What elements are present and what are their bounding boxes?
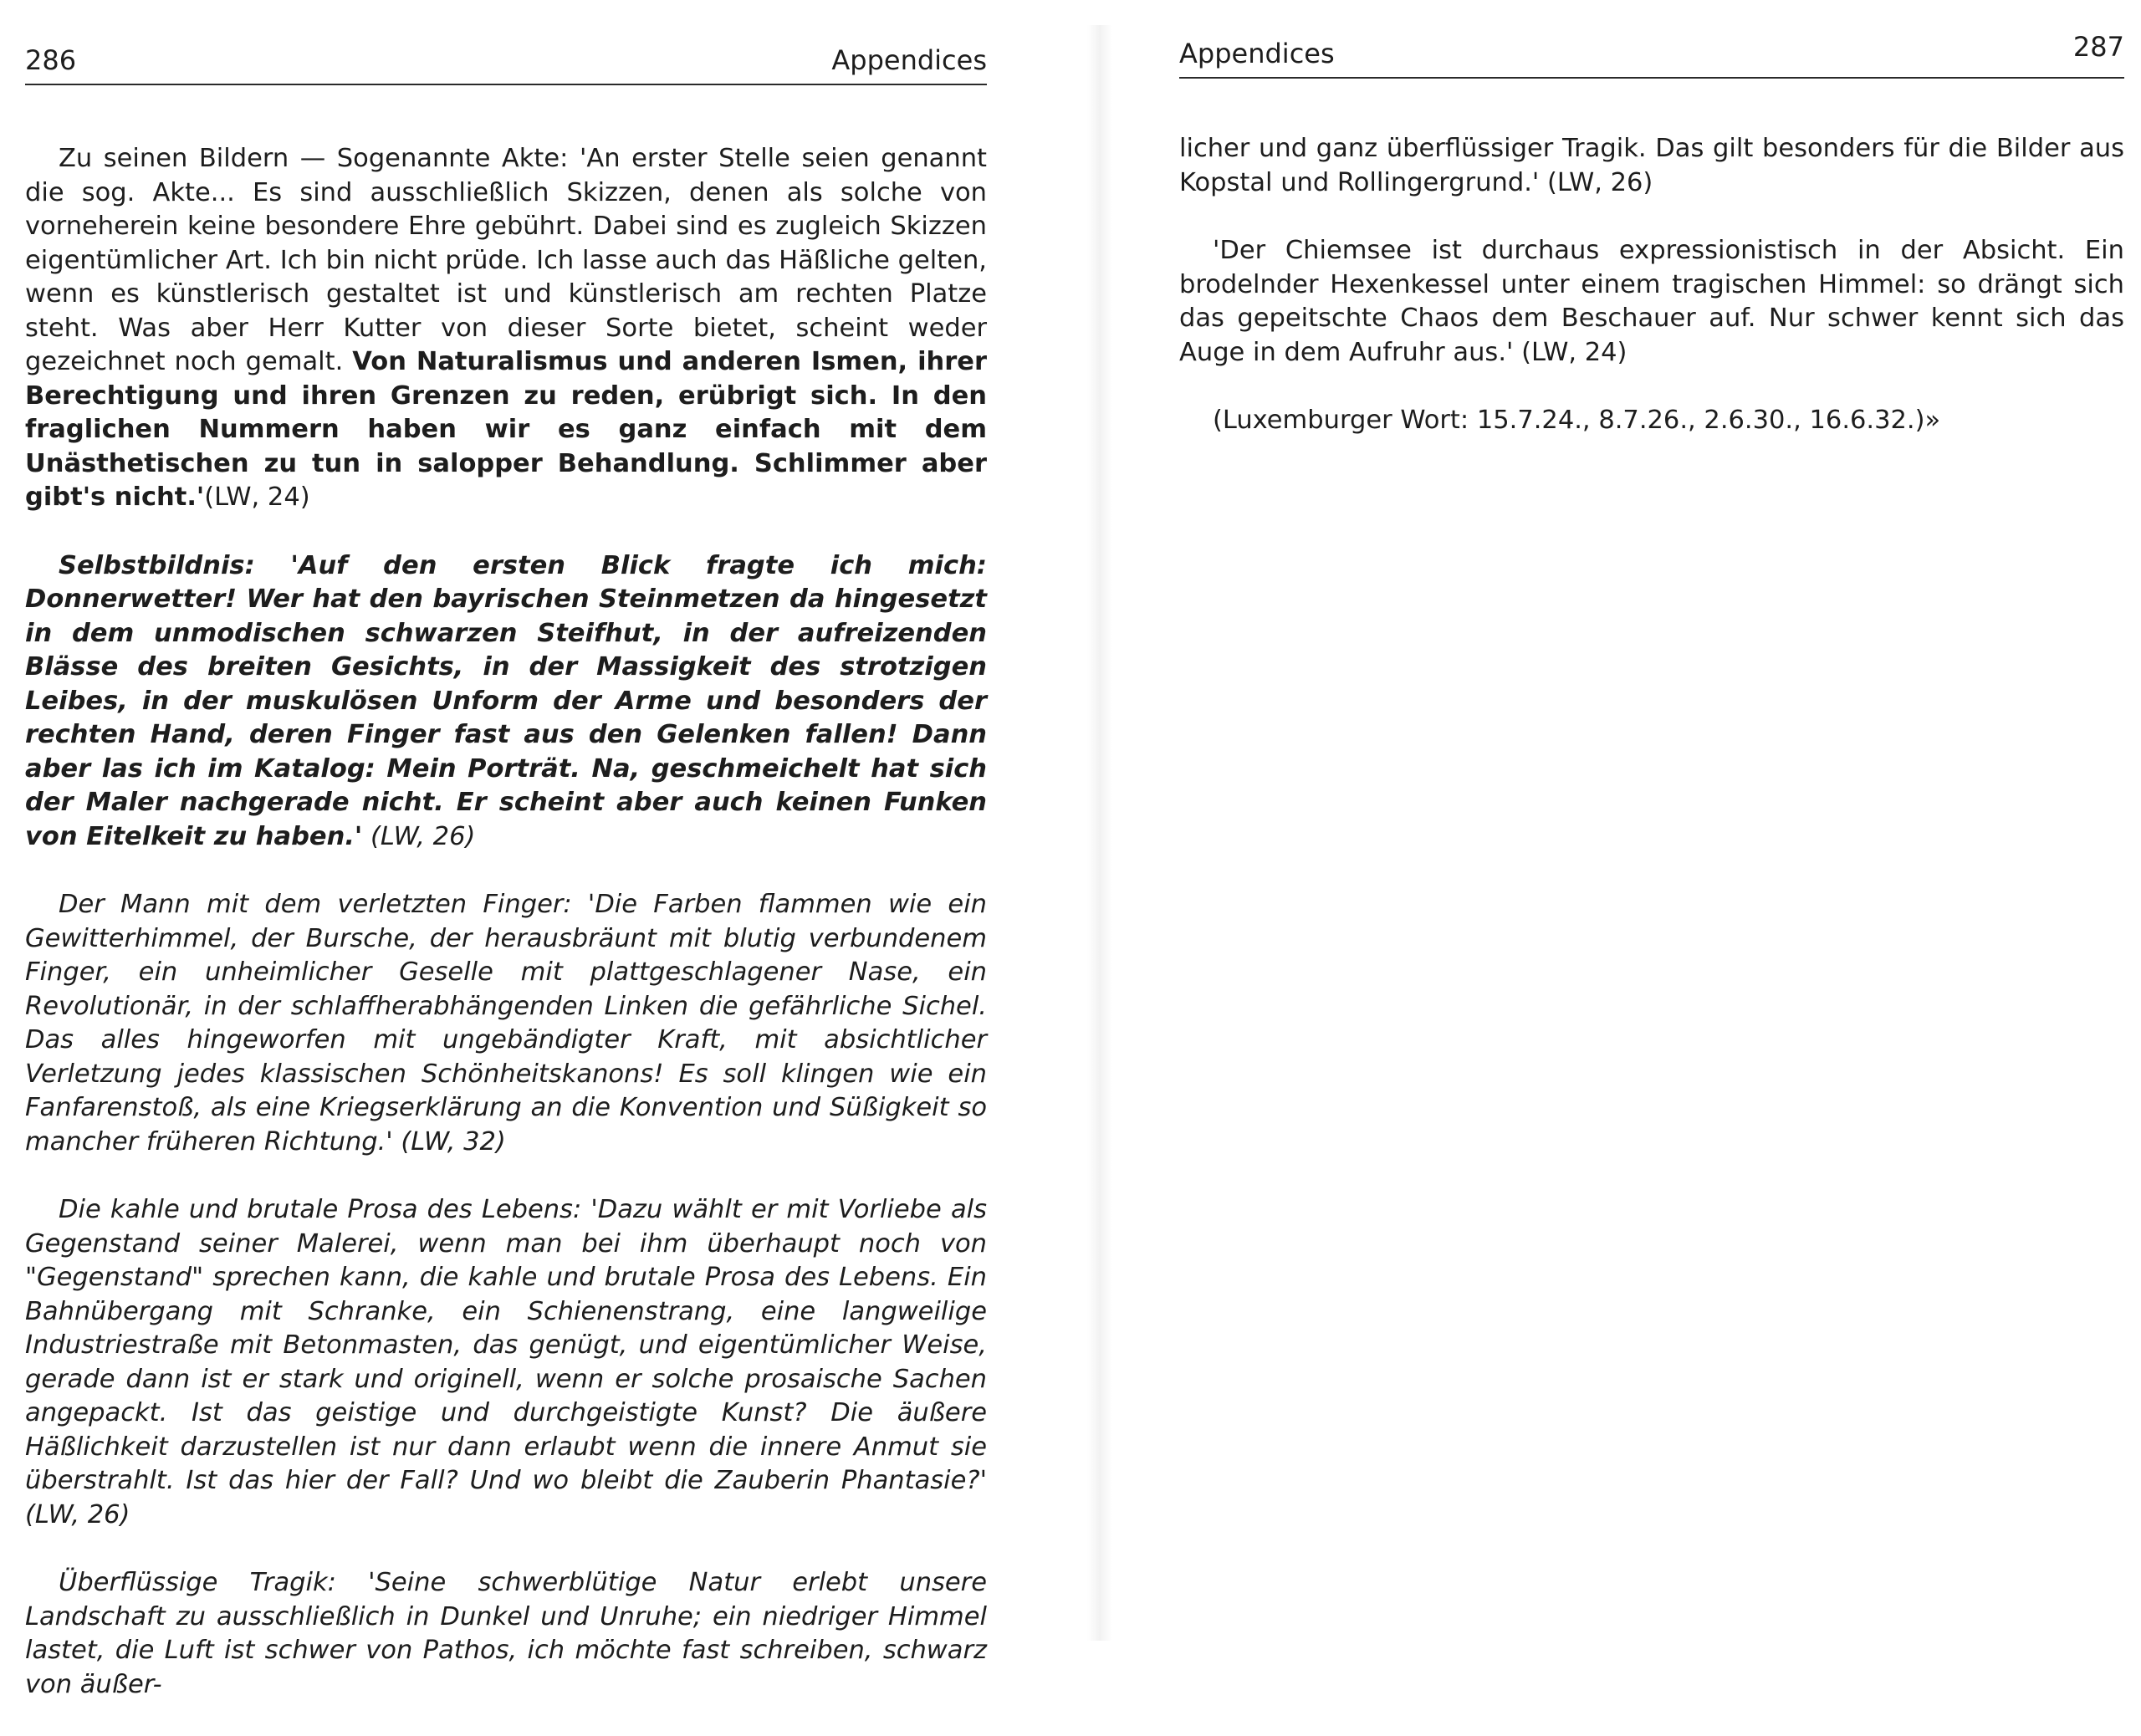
paragraph-continued: licher und ganz überflüssiger Tragik. Das gilt besonders für die Bilder aus Kopstal und Rollingergrund.' (LW, 26) (1179, 134, 2124, 197)
bold-italic-passage: Selbstbildnis: 'Auf den ersten Blick fragte ich mich: Donnerwetter! Wer hat den bayrischen Steinmetzen da hingesetzt in dem unmodischen schwarzen Steifhut, in der aufreizenden Blässe des breiten Gesichts, in der Massigkeit des strotzigen Leibes, in der muskulösen Unform der Arme und besonders der rechten Hand, deren Finger fast aus den Gelenken fallen! Dann aber las ich im Katalog: Mein Porträt. Na, geschmeichelt hat sich der Maler nachgerade nicht. Er scheint aber auch keinen Funken von Eitelkeit zu haben.' (25, 550, 987, 851)
citation: (LW, 26) (362, 821, 476, 851)
body-text (1179, 132, 2124, 472)
running-title: Appendices (831, 44, 987, 76)
paragraph-chiemsee: 'Der Chiemsee ist durchaus expressionistisch in der Absicht. Ein brodelnder Hexenkessel unter einem tragischen Himmel: so drängt sich das gepeitschte Chaos dem Beschauer auf. Nur schwer kennt sich das Auge in dem Aufruhr aus.' (LW, 24) (1179, 236, 2124, 367)
bold-passage: Von Naturalismus und anderen Ismen, ihrer Berechtigung und ihren Grenzen zu reden, erübrigt sich. In den fraglichen Nummern haben wir es ganz einfach mit dem Unästhetischen zu tun in salopper Behandlung. Schlimmer aber gibt's nicht.' (25, 347, 987, 512)
paragraph-verletzter-finger: Der Mann mit dem verletzten Finger: 'Die Farben flammen wie ein Gewitterhimmel, der Bursche, der herausbräunt mit blutig verbundenem Finger, ein unheimlicher Geselle mit plattgeschlagener Nase, ein Revolutionär, in der schlaffherabhängenden Linken die gefährliche Sichel. Das alles hingeworfen mit ungebändigter Kraft, mit absichtlicher Verletzung jedes klassischen Schönheitskanons! Es soll klingen wie ein Fanfarenstoß, als eine Kriegserklärung an die Konvention und Süßigkeit so mancher früheren Richtung.' (LW, 32) (25, 890, 987, 1156)
page-number: 286 (25, 44, 77, 76)
paragraph-selbstbildnis (25, 549, 987, 855)
paragraph-akte (25, 142, 987, 515)
running-title: Appendices (1179, 38, 1335, 69)
body-text (25, 142, 987, 1736)
running-head (1179, 33, 2124, 79)
paragraph-text: Zu seinen Bildern — Sogenannte Akte: 'An erster Stelle seien genannt die sog. Akte... Es sind ausschließlich Skizzen, denen als solche von vorneherein keine besondere Ehre gebührt. Dabei sind es zugleich Skizzen eigentümlicher Art. Ich bin nicht prüde. Ich lasse auch das Häßliche gelten, wenn es künstlerisch gestaltet ist und künstlerisch am rechten Platze steht. Was aber Herr Kutter von dieser Sorte bietet, scheint weder gezeichnet noch gemalt. (25, 144, 987, 376)
paragraph-prosa-des-lebens: Die kahle und brutale Prosa des Lebens: 'Dazu wählt er mit Vorliebe als Gegenstand seiner Malerei, wenn man bei ihm überhaupt noch von "Gegenstand" sprechen kann, die kahle und brutale Prosa des Lebens. Ein Bahnübergang mit Schranke, ein Schienenstrang, eine langweilige Industriestraße mit Betonmasten, das genügt, und eigentümlicher Weise, gerade dann ist er stark und originell, wenn er solche prosaische Sachen angepackt. Ist das geistige und durchgeistigte Kunst? Die äußere Häßlichkeit darzustellen ist nur dann erlaubt wenn die innere Anmut sie überstrahlt. Ist das hier der Fall? Und wo bleibt die Zauberin Phantasie?' (LW, 26) (25, 1195, 987, 1529)
paragraph-tragik: Überflüssige Tragik: 'Seine schwerblütige Natur erlebt unsere Landschaft zu ausschließlich in Dunkel und Unruhe; ein niedriger Himmel lastet, die Luft ist schwer von Pathos, ich möchte fast schreiben, schwarz von äußer- (25, 1568, 987, 1699)
page-number: 287 (2072, 31, 2124, 63)
citation: (LW, 24) (204, 483, 310, 512)
running-head (25, 40, 987, 85)
book-gutter (1087, 25, 1112, 1641)
source-note: (Luxemburger Wort: 15.7.24., 8.7.26., 2.6.30., 16.6.32.)» (1213, 406, 1941, 435)
